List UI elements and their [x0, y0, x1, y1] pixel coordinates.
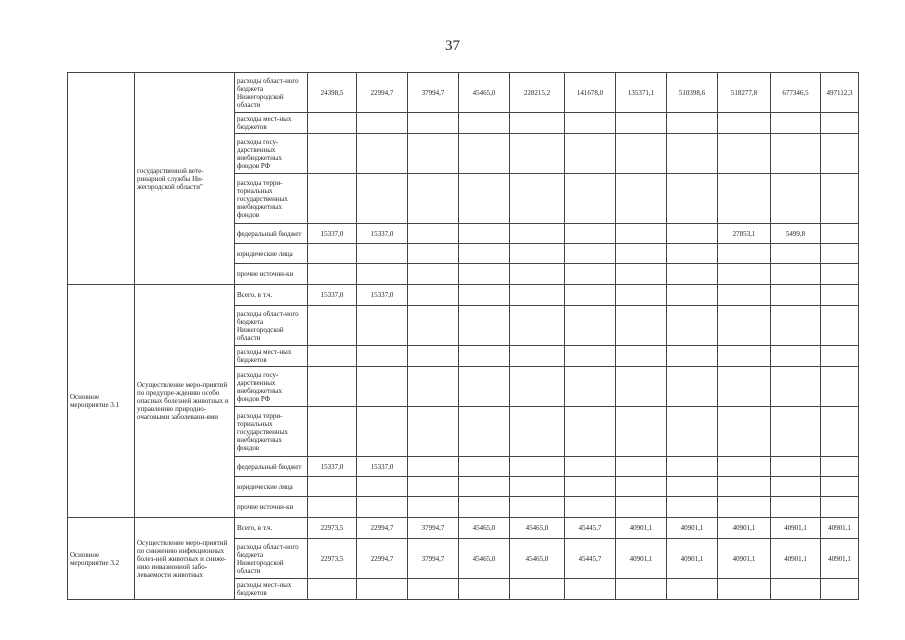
amount-cell [718, 134, 771, 174]
amount-cell: 510398,6 [667, 73, 718, 113]
amount-cell: 45465,0 [459, 73, 510, 113]
amount-cell [459, 134, 510, 174]
amount-cell [718, 497, 771, 518]
amount-cell [510, 497, 565, 518]
amount-cell: 45465,0 [459, 539, 510, 579]
amount-cell [408, 497, 459, 518]
amount-cell [821, 306, 859, 346]
funding-source: юридические лица [235, 477, 308, 497]
amount-cell [357, 113, 408, 134]
amount-cell [821, 346, 859, 367]
amount-cell [718, 477, 771, 497]
amount-cell [718, 264, 771, 285]
amount-cell [821, 174, 859, 224]
amount-cell [616, 113, 667, 134]
amount-cell [565, 134, 616, 174]
funding-source: расходы област-ного бюджета Нижегородской области [235, 73, 308, 113]
amount-cell [821, 224, 859, 244]
amount-cell [616, 285, 667, 306]
amount-cell [510, 367, 565, 407]
amount-cell: 37994,7 [408, 73, 459, 113]
amount-cell: 15337,0 [357, 457, 408, 477]
amount-cell [459, 264, 510, 285]
amount-cell [667, 579, 718, 600]
amount-cell [616, 457, 667, 477]
amount-cell [357, 497, 408, 518]
amount-cell [565, 579, 616, 600]
amount-cell [510, 224, 565, 244]
amount-cell [357, 579, 408, 600]
amount-cell [821, 579, 859, 600]
amount-cell: 497112,3 [821, 73, 859, 113]
amount-cell [408, 264, 459, 285]
amount-cell [667, 367, 718, 407]
amount-cell: 40901,1 [718, 518, 771, 539]
amount-cell [565, 306, 616, 346]
amount-cell: 22973,5 [308, 539, 357, 579]
amount-cell [565, 285, 616, 306]
amount-cell [565, 174, 616, 224]
amount-cell [565, 497, 616, 518]
amount-cell [459, 224, 510, 244]
amount-cell [408, 174, 459, 224]
amount-cell [667, 224, 718, 244]
amount-cell [408, 346, 459, 367]
amount-cell: 45445,7 [565, 518, 616, 539]
amount-cell [616, 174, 667, 224]
amount-cell [459, 497, 510, 518]
amount-cell: 40901,1 [718, 539, 771, 579]
amount-cell [771, 407, 821, 457]
amount-cell [510, 477, 565, 497]
amount-cell [718, 285, 771, 306]
funding-source: расходы терри-ториальных государственных внебюджетных фондов [235, 407, 308, 457]
amount-cell [821, 134, 859, 174]
amount-cell [718, 579, 771, 600]
amount-cell [510, 113, 565, 134]
amount-cell [771, 113, 821, 134]
amount-cell: 15337,0 [357, 224, 408, 244]
amount-cell: 15337,0 [308, 224, 357, 244]
funding-source: юридические лица [235, 244, 308, 264]
amount-cell [308, 367, 357, 407]
amount-cell [771, 306, 821, 346]
amount-cell [459, 306, 510, 346]
funding-source: расходы госу-дарственных внебюджетных фондов РФ [235, 134, 308, 174]
amount-cell [667, 134, 718, 174]
amount-cell [357, 306, 408, 346]
amount-cell [308, 134, 357, 174]
amount-cell [308, 174, 357, 224]
funding-source: расходы област-ного бюджета Нижегородской области [235, 306, 308, 346]
amount-cell [616, 497, 667, 518]
table-row [68, 518, 859, 539]
amount-cell [357, 134, 408, 174]
amount-cell [408, 244, 459, 264]
amount-cell: 5499,8 [771, 224, 821, 244]
amount-cell [821, 477, 859, 497]
amount-cell [667, 346, 718, 367]
amount-cell: 40901,1 [667, 518, 718, 539]
amount-cell: 15337,0 [308, 457, 357, 477]
amount-cell [459, 346, 510, 367]
amount-cell: 22994,7 [357, 73, 408, 113]
amount-cell [408, 285, 459, 306]
amount-cell [616, 134, 667, 174]
funding-source: расходы мест-ных бюджетов [235, 113, 308, 134]
amount-cell: 45445,7 [565, 539, 616, 579]
amount-cell [667, 285, 718, 306]
activity-status [68, 73, 135, 285]
budget-table [67, 72, 859, 600]
amount-cell [510, 579, 565, 600]
amount-cell [565, 457, 616, 477]
funding-source: прочие источни-ки [235, 497, 308, 518]
activity-status: Основное мероприятие 3.1 [68, 285, 135, 518]
amount-cell [565, 477, 616, 497]
amount-cell [510, 306, 565, 346]
activity-name: Осуществление меро-приятий по предупре-ждению особо опасных болезней животных и управлению природно-очаговыми заболевани-ями [135, 285, 235, 518]
amount-cell [771, 457, 821, 477]
funding-source: федеральный бюджет [235, 457, 308, 477]
amount-cell: 15337,0 [308, 285, 357, 306]
amount-cell: 45465,0 [459, 518, 510, 539]
amount-cell [616, 367, 667, 407]
amount-cell [308, 477, 357, 497]
amount-cell [718, 174, 771, 224]
amount-cell [667, 477, 718, 497]
amount-cell [357, 346, 408, 367]
amount-cell [308, 407, 357, 457]
amount-cell [616, 407, 667, 457]
amount-cell: 135371,1 [616, 73, 667, 113]
amount-cell [408, 407, 459, 457]
amount-cell [408, 457, 459, 477]
amount-cell: 228215,2 [510, 73, 565, 113]
amount-cell [771, 367, 821, 407]
amount-cell [510, 244, 565, 264]
amount-cell [821, 407, 859, 457]
amount-cell [565, 224, 616, 244]
amount-cell [667, 113, 718, 134]
table-row [68, 73, 859, 113]
amount-cell [616, 579, 667, 600]
amount-cell: 40901,1 [771, 518, 821, 539]
amount-cell [408, 477, 459, 497]
amount-cell: 22994,7 [357, 518, 408, 539]
amount-cell: 40901,1 [771, 539, 821, 579]
amount-cell [565, 264, 616, 285]
amount-cell [718, 346, 771, 367]
amount-cell [821, 113, 859, 134]
table-row [68, 285, 859, 306]
amount-cell [308, 306, 357, 346]
amount-cell [616, 477, 667, 497]
amount-cell: 45465,0 [510, 518, 565, 539]
amount-cell [510, 174, 565, 224]
amount-cell [667, 264, 718, 285]
amount-cell: 37994,7 [408, 539, 459, 579]
funding-source: расходы мест-ных бюджетов [235, 346, 308, 367]
amount-cell: 24398,5 [308, 73, 357, 113]
amount-cell [616, 244, 667, 264]
amount-cell: 40901,1 [821, 539, 859, 579]
amount-cell [616, 306, 667, 346]
amount-cell: 40901,1 [667, 539, 718, 579]
amount-cell [408, 224, 459, 244]
amount-cell [510, 264, 565, 285]
amount-cell [510, 407, 565, 457]
amount-cell [771, 497, 821, 518]
amount-cell: 37994,7 [408, 518, 459, 539]
amount-cell [565, 407, 616, 457]
amount-cell [308, 113, 357, 134]
amount-cell [718, 113, 771, 134]
page-number: 37 [445, 38, 460, 54]
amount-cell [718, 407, 771, 457]
amount-cell [308, 264, 357, 285]
amount-cell [459, 477, 510, 497]
amount-cell [667, 407, 718, 457]
funding-source: расходы терри-ториальных государственных внебюджетных фондов [235, 174, 308, 224]
funding-source: федеральный бюджет [235, 224, 308, 244]
amount-cell [771, 174, 821, 224]
amount-cell [718, 367, 771, 407]
amount-cell: 15337,0 [357, 285, 408, 306]
amount-cell: 40901,1 [821, 518, 859, 539]
amount-cell [510, 457, 565, 477]
amount-cell [771, 285, 821, 306]
amount-cell: 518277,8 [718, 73, 771, 113]
amount-cell [408, 367, 459, 407]
amount-cell [821, 244, 859, 264]
amount-cell [459, 244, 510, 264]
amount-cell [357, 244, 408, 264]
amount-cell: 141678,0 [565, 73, 616, 113]
amount-cell [357, 264, 408, 285]
amount-cell [616, 346, 667, 367]
amount-cell [357, 407, 408, 457]
amount-cell [308, 579, 357, 600]
amount-cell [565, 367, 616, 407]
amount-cell [357, 174, 408, 224]
amount-cell [357, 477, 408, 497]
amount-cell [459, 285, 510, 306]
amount-cell [771, 264, 821, 285]
funding-source: расходы област-ного бюджета Нижегородской области [235, 539, 308, 579]
amount-cell [459, 579, 510, 600]
amount-cell [408, 579, 459, 600]
amount-cell [357, 367, 408, 407]
amount-cell [667, 497, 718, 518]
amount-cell [667, 306, 718, 346]
amount-cell [667, 174, 718, 224]
amount-cell [459, 407, 510, 457]
funding-source: прочие источни-ки [235, 264, 308, 285]
amount-cell [718, 306, 771, 346]
activity-name: Осуществление меро-приятий по снижению инфекционных болез-ней животных и сниже-нию инвазионной забо-леваемости животных [135, 518, 235, 600]
amount-cell [510, 134, 565, 174]
amount-cell: 45465,0 [510, 539, 565, 579]
amount-cell [408, 306, 459, 346]
amount-cell [565, 244, 616, 264]
amount-cell [718, 244, 771, 264]
amount-cell [821, 285, 859, 306]
amount-cell [459, 367, 510, 407]
amount-cell [459, 174, 510, 224]
amount-cell [821, 264, 859, 285]
amount-cell [510, 285, 565, 306]
funding-source: Всего, в т.ч. [235, 285, 308, 306]
amount-cell [565, 113, 616, 134]
amount-cell: 22973,5 [308, 518, 357, 539]
amount-cell [308, 244, 357, 264]
amount-cell: 40901,1 [616, 518, 667, 539]
amount-cell [616, 224, 667, 244]
amount-cell: 40901,1 [616, 539, 667, 579]
amount-cell [459, 457, 510, 477]
amount-cell: 22994,7 [357, 539, 408, 579]
amount-cell: 677346,5 [771, 73, 821, 113]
amount-cell [565, 346, 616, 367]
amount-cell [408, 134, 459, 174]
amount-cell: 27853,1 [718, 224, 771, 244]
amount-cell [616, 264, 667, 285]
funding-source: расходы госу-дарственных внебюджетных фондов РФ [235, 367, 308, 407]
amount-cell [821, 457, 859, 477]
amount-cell [459, 113, 510, 134]
funding-source: Всего, в т.ч. [235, 518, 308, 539]
amount-cell [667, 244, 718, 264]
amount-cell [771, 244, 821, 264]
amount-cell [821, 367, 859, 407]
amount-cell [771, 134, 821, 174]
amount-cell [821, 497, 859, 518]
amount-cell [771, 346, 821, 367]
activity-name: государственной вете-ринарной службы Ни-жегородской области" [135, 73, 235, 285]
amount-cell [308, 497, 357, 518]
amount-cell [510, 346, 565, 367]
amount-cell [408, 113, 459, 134]
amount-cell [771, 579, 821, 600]
amount-cell [667, 457, 718, 477]
amount-cell [308, 346, 357, 367]
funding-source: расходы мест-ных бюджетов [235, 579, 308, 600]
activity-status: Основное мероприятие 3.2 [68, 518, 135, 600]
amount-cell [718, 457, 771, 477]
amount-cell [771, 477, 821, 497]
